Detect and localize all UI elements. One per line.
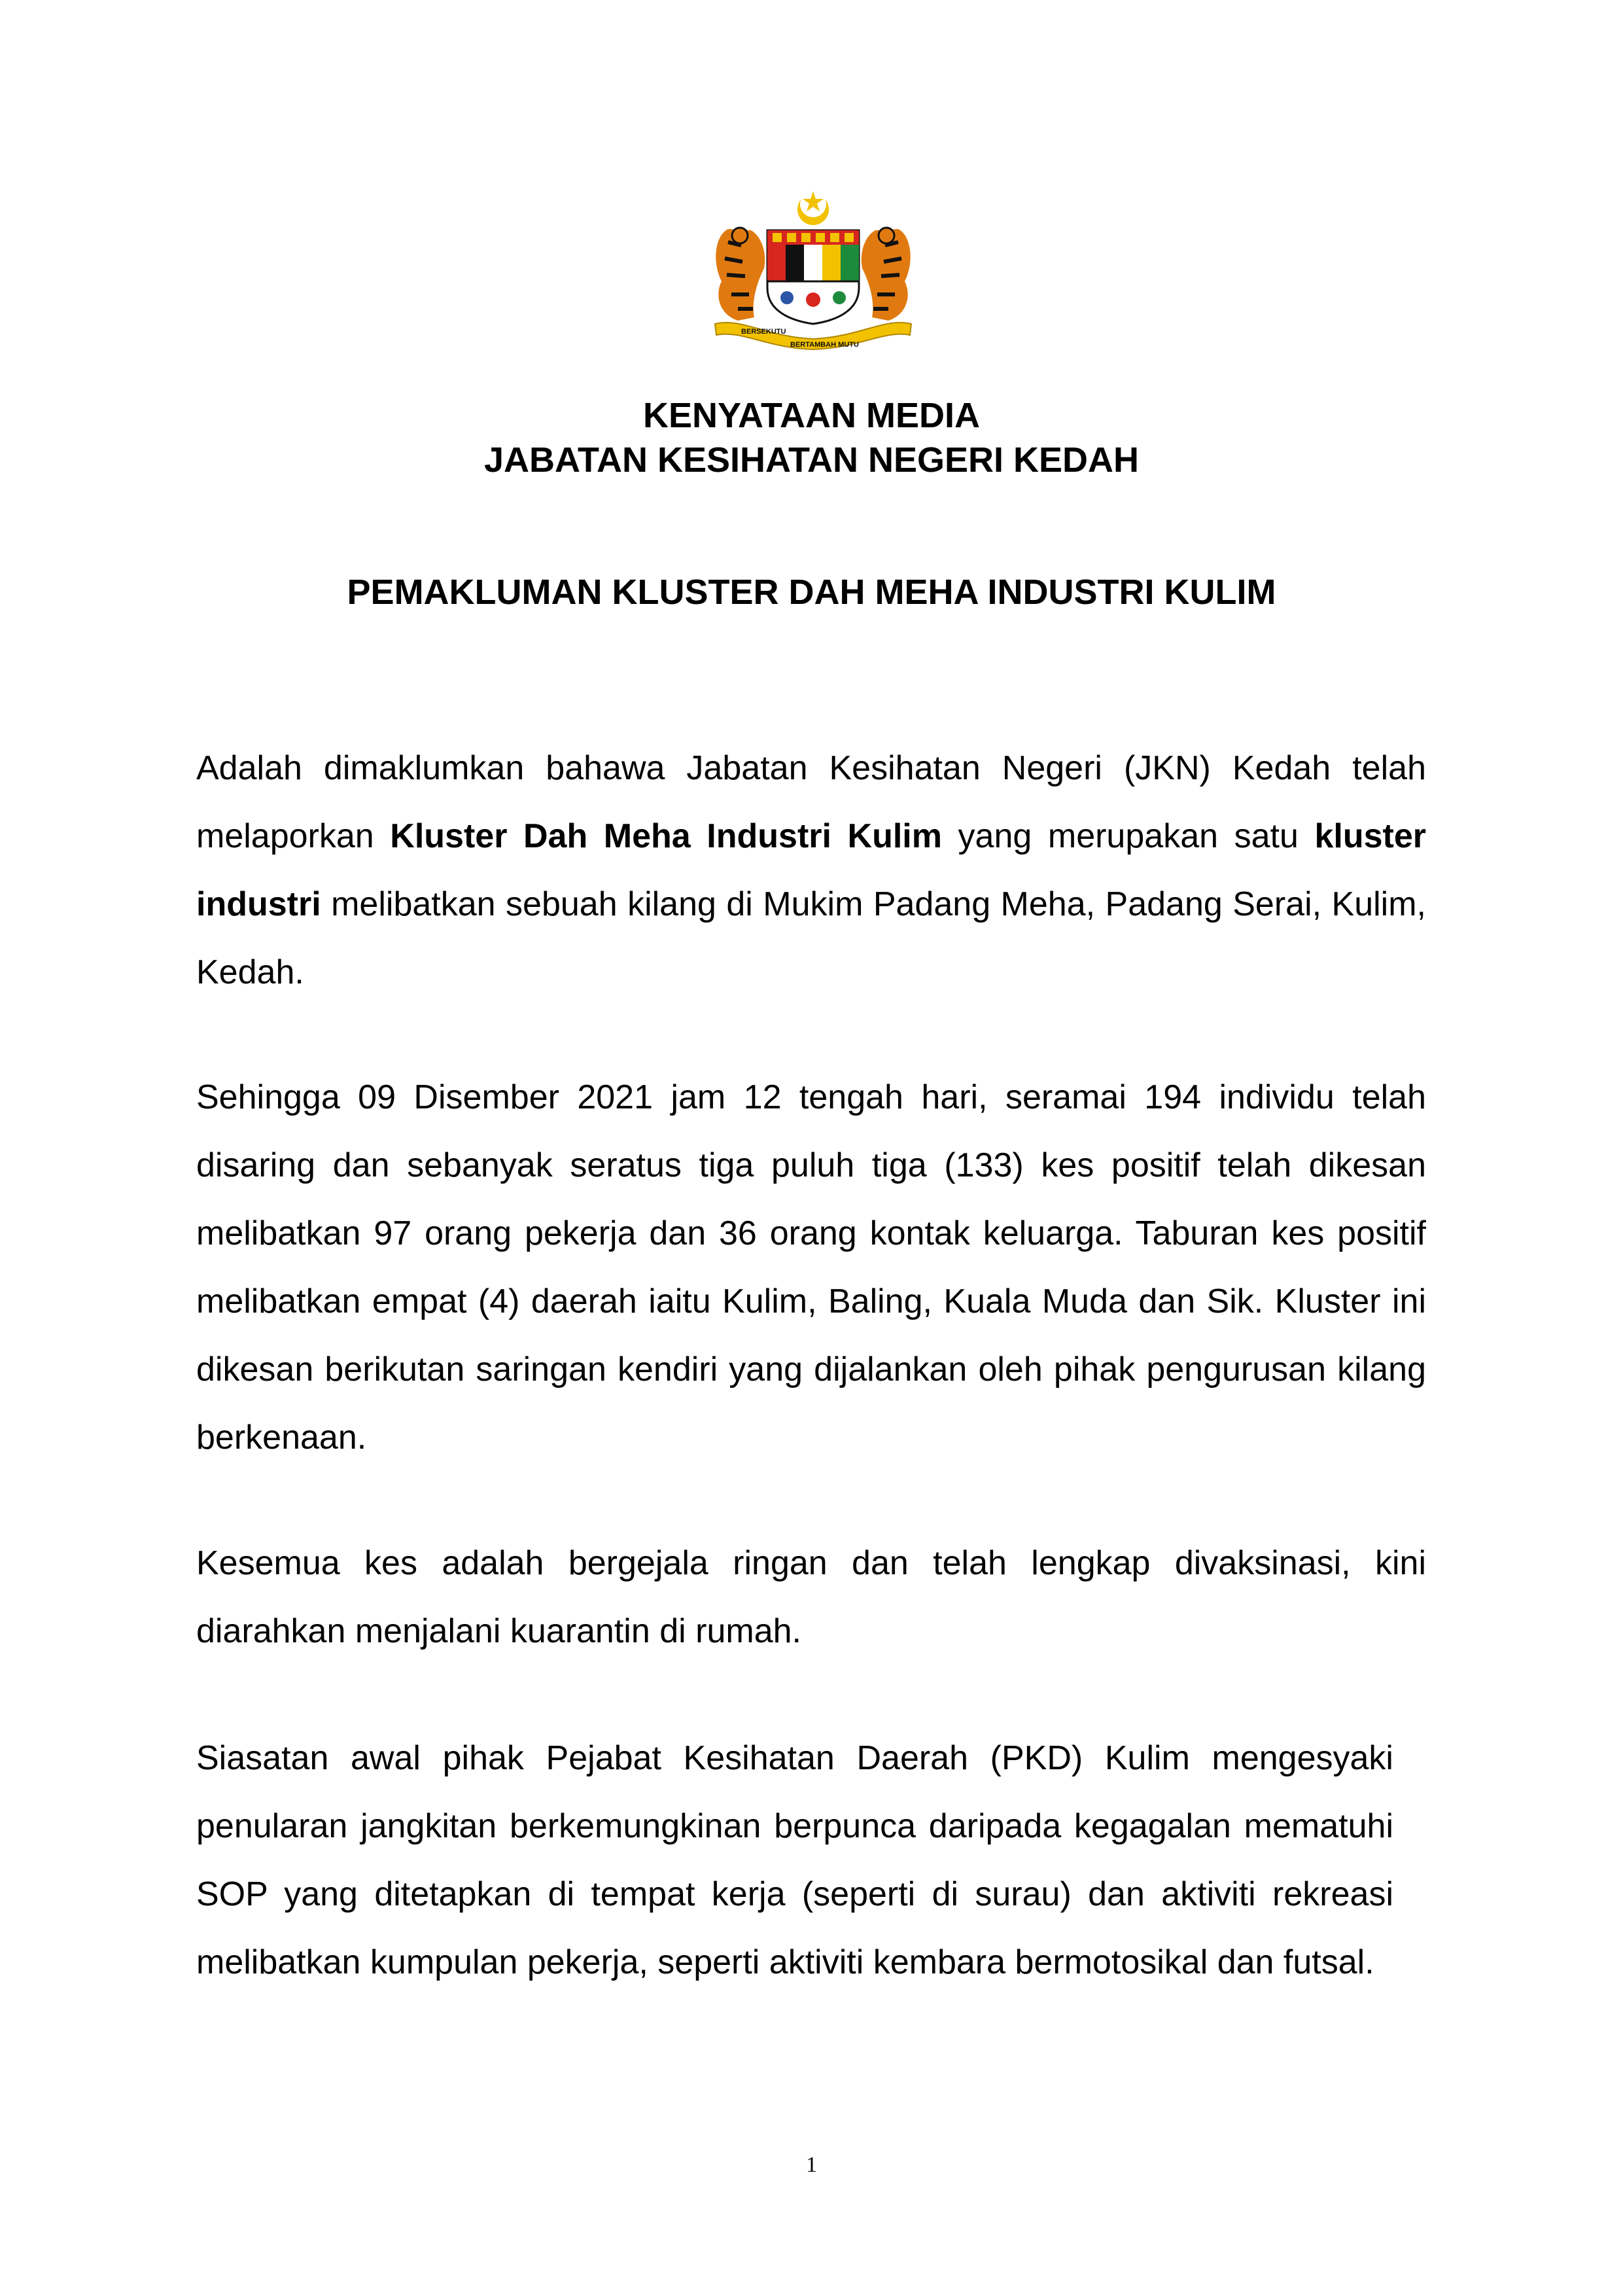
paragraph-1-text-e: melibatkan sebuah kilang di Mukim Padang Meha, Padang Serai, Kulim, Kedah. (196, 885, 1426, 991)
page-title: PEMAKLUMAN KLUSTER DAH MEHA INDUSTRI KULIM (347, 573, 1276, 612)
paragraph-4: Siasatan awal pihak Pejabat Kesihatan Daerah (PKD) Kulim mengesyaki penularan jangkitan berkemungkinan berpunca daripada kegagalan mematuhi SOP yang ditetapkan di tempat kerja (seperti di surau) dan aktiviti rekreasi melibatkan kumpulan pekerja, seperti aktiviti kembara bermotosikal dan futsal. (196, 1739, 1393, 1981)
right-tiger-icon (862, 228, 911, 321)
paragraph-3: Kesemua kes adalah bergejala ringan dan telah lengkap divaksinasi, kini diarahkan menjalani kuarantin di rumah. (196, 1544, 1426, 1650)
paragraph-1-text-c: yang merupakan satu (941, 817, 1315, 855)
paragraph-1-text-a: Adalah dimaklumkan bahawa Jabatan Kesihatan Negeri (JKN) Kedah telah melaporkan (196, 749, 1426, 855)
crescent-star-icon (797, 191, 829, 225)
paragraph-1 (196, 734, 1426, 1006)
motto-right-text: BERTAMBAH MUTU (790, 341, 859, 349)
left-tiger-icon (716, 228, 765, 321)
motto-ribbon (715, 323, 911, 349)
cluster-name-bold: Kluster Dah Meha Industri Kulim (390, 817, 942, 855)
header-line-2: JABATAN KESIHATAN NEGERI KEDAH (483, 440, 1140, 480)
motto-left-text: BERSEKUTU (741, 328, 786, 336)
coat-of-arms-logo (702, 190, 924, 350)
shield-icon (767, 230, 859, 324)
header-line-1: KENYATAAN MEDIA (642, 396, 981, 435)
paragraph-2: Sehingga 09 Disember 2021 jam 12 tengah hari, seramai 194 individu telah disaring dan sebanyak seratus tiga puluh tiga (133) kes positif telah dikesan melibatkan 97 orang pekerja dan 36 orang kontak keluarga. Taburan kes positif melibatkan empat (4) daerah iaitu Kulim, Baling, Kuala Muda dan Sik. Kluster ini dikesan berikutan saringan kendiri yang dijalankan oleh pihak pengurusan kilang berkenaan. (196, 1078, 1426, 1457)
cluster-type-bold: kluster industri (196, 817, 1426, 923)
page-number: 1 (806, 2153, 817, 2177)
